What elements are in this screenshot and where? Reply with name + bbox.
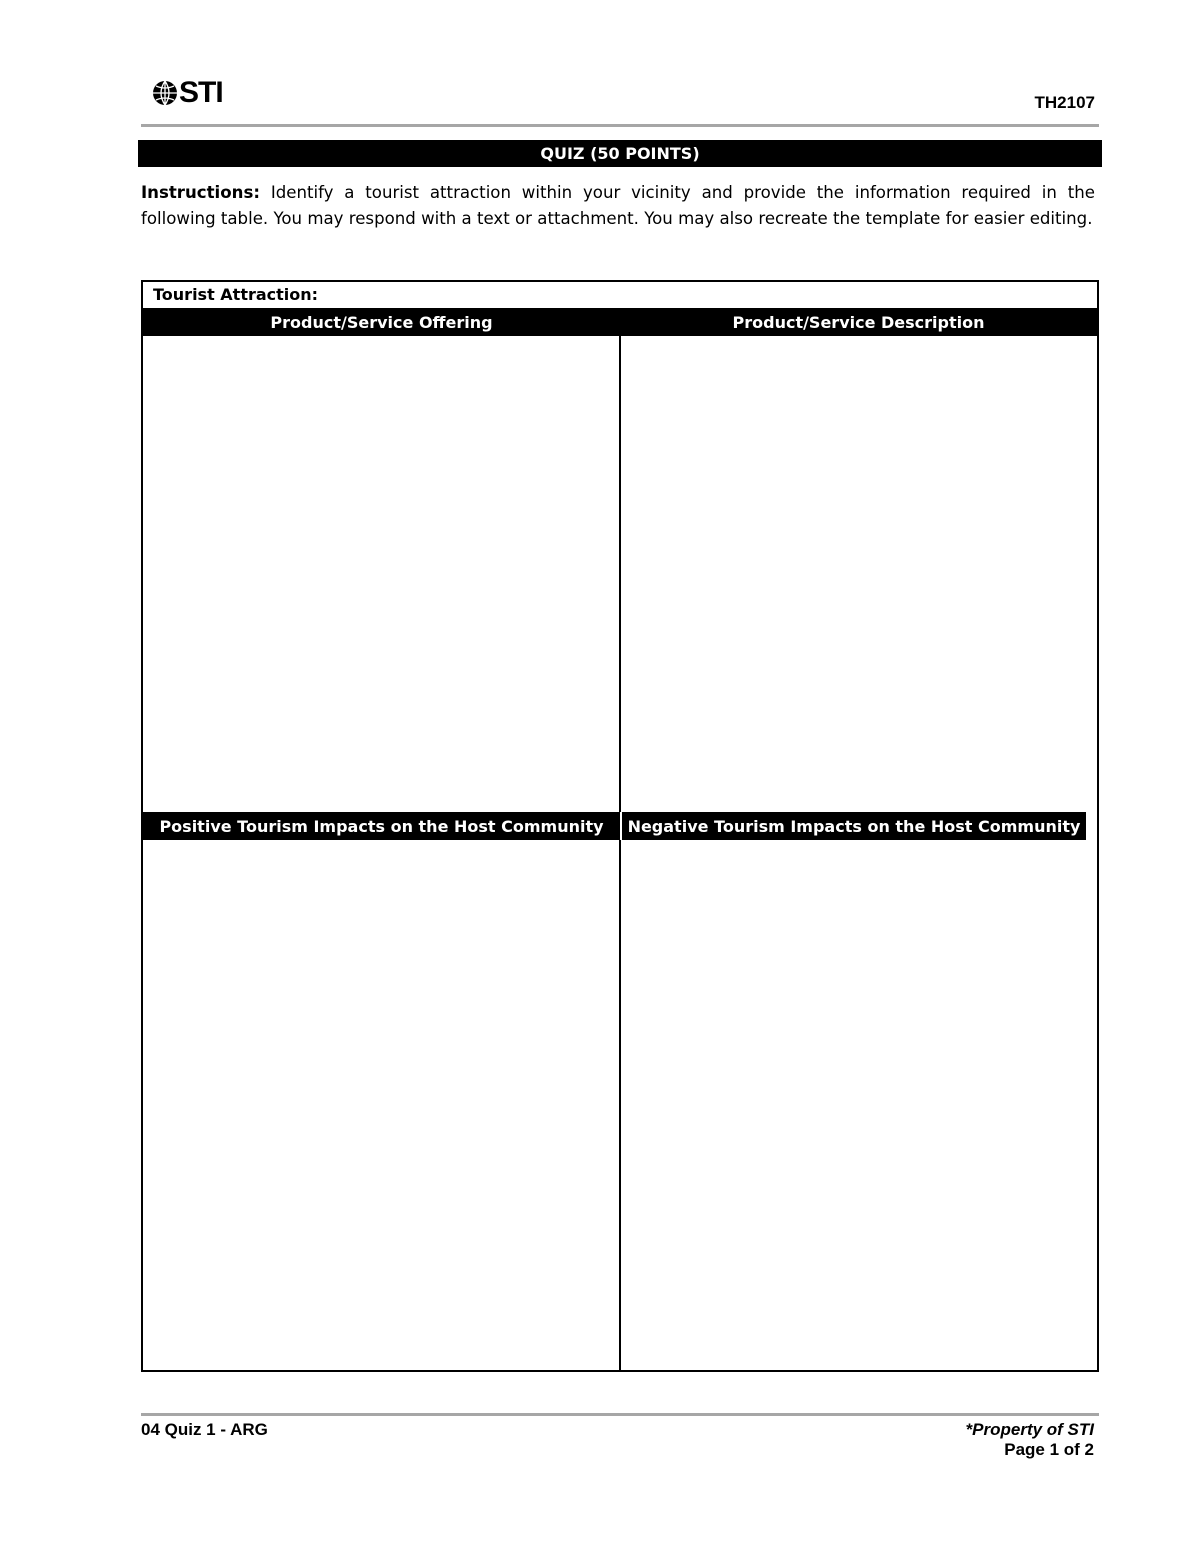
header-product-service-description: Product/Service Description: [620, 308, 1097, 336]
sti-logo: [152, 77, 223, 109]
tourist-attraction-label: Tourist Attraction:: [153, 285, 319, 304]
description-cell[interactable]: [621, 336, 1097, 812]
footer-divider: [141, 1413, 1099, 1416]
quiz-table: [141, 280, 1099, 1372]
header-divider: [141, 124, 1099, 127]
instructions-text: Identify a tourist attraction within your vicinity and provide the information required in the following table. You may respond with a text or attachment. You may also recreate the template for easier editing.: [141, 183, 1095, 228]
instructions: [141, 180, 1095, 232]
footer-right: [966, 1420, 1094, 1460]
positive-impacts-cell[interactable]: [143, 840, 619, 1370]
header-positive-impacts: Positive Tourism Impacts on the Host Community: [143, 812, 620, 840]
tourist-attraction-field[interactable]: [143, 282, 1097, 308]
header-negative-impacts: Negative Tourism Impacts on the Host Community: [622, 812, 1086, 840]
instructions-label: Instructions:: [141, 183, 260, 202]
course-code: TH2107: [1034, 93, 1095, 112]
footer-page-number: Page 1 of 2: [1004, 1440, 1094, 1459]
quiz-title: QUIZ (50 POINTS): [138, 140, 1102, 167]
header-product-service-offering: Product/Service Offering: [143, 308, 620, 336]
negative-impacts-cell[interactable]: [621, 840, 1097, 1370]
offering-cell[interactable]: [143, 336, 619, 812]
logo-text: STI: [179, 76, 223, 109]
globe-icon: [152, 80, 178, 106]
footer-document-id: 04 Quiz 1 - ARG: [141, 1420, 268, 1439]
footer-property: *Property of STI: [965, 1420, 1094, 1439]
